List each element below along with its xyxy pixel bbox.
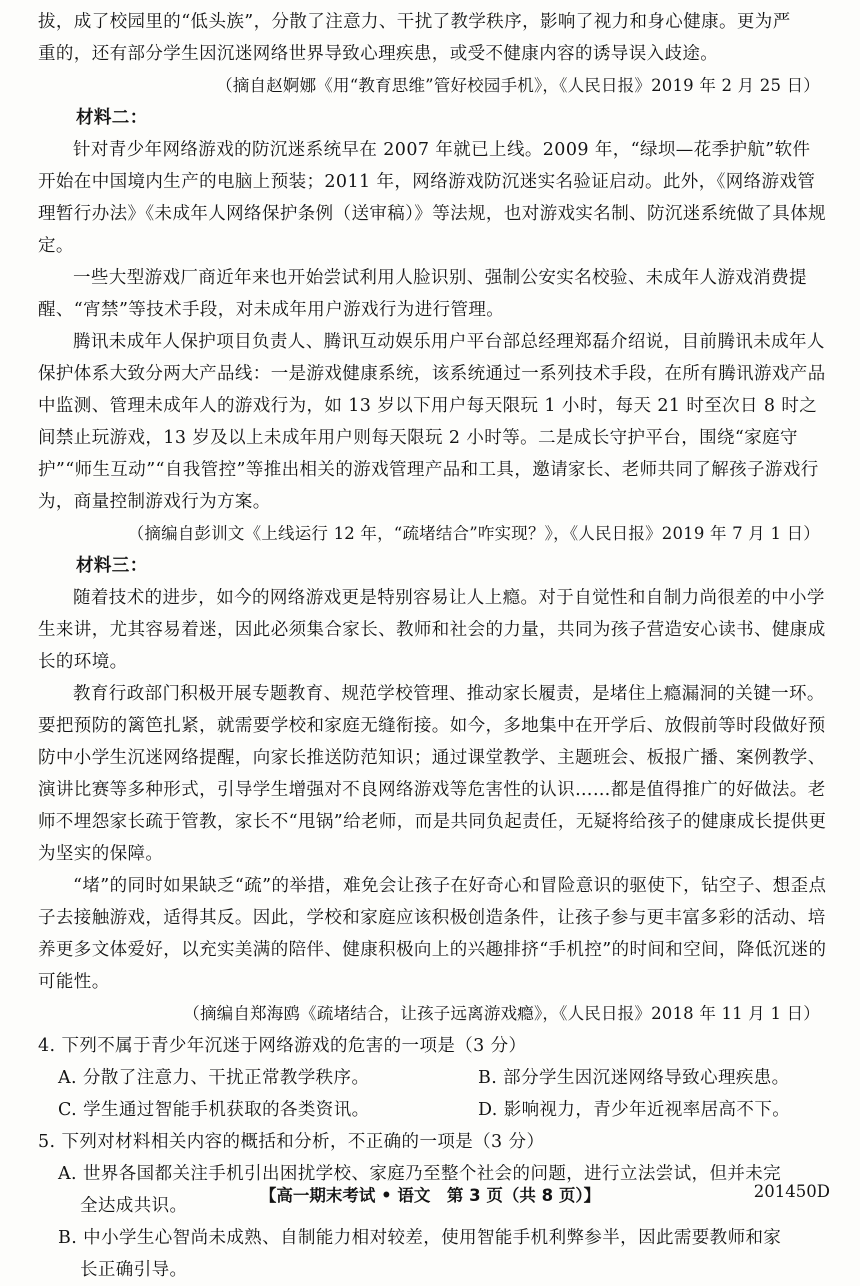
question-5-option-b-line-2: 长正确引导。 [80,1260,188,1280]
question-4-options-row-1 [38,1062,828,1094]
material-3-paragraph: 教育行政部门积极开展专题教育、规范学校管理、推动家长履责，是堵住上瘾漏洞的关键一环。要把预防的篱笆扎紧，就需要学校和家庭无缝衔接。如今，多地集中在开学后、放假前等时段做好预防中小学生沉迷网络提醒，向家长推送防范知识；通过课堂教学、主题班会、板报广播、案例教学、演讲比赛等多种形式，引导学生增强对不良网络游戏等危害性的认识……都是值得推广的好做法。老师不埋怨家长疏于管教，家长不“甩锅”给老师，而是共同负起责任，无疑将给孩子的健康成长提供更为坚实的保障。 [38,684,827,864]
question-5-option-b[interactable] [38,1222,828,1286]
material-2-paragraph: 腾讯未成年人保护项目负责人、腾讯互动娱乐用户平台部总经理郑磊介绍说，目前腾讯未成年人保护体系大致分两大产品线：一是游戏健康系统，该系统通过一系列技术手段，在所有腾讯游戏产品中监测、管理未成年人的游戏行为，如 13 岁以下用户每天限玩 1 小时，每天 21 时至次日 8 时之间禁止玩游戏，13 岁及以上未成年用户则每天限玩 2 小时等。二是成长守护平台，围绕“家庭守护”“师生互动”“自我管控”等推出相关的游戏管理产品和工具，邀请家长、老师共同了解孩子游戏行为，商量控制游戏行为方案。 [38,332,826,512]
question-4-option-c[interactable]: C. 学生通过智能手机获取的各类资讯。 [58,1100,370,1120]
footer-page-info: 【高一期末考试 • 语文 第 3 页（共 8 页）】 [259,1186,601,1205]
source-citation-3: （摘编自郑海鸥《疏堵结合，让孩子远离游戏瘾》，《人民日报》2018 年 11 月 1 日） [183,1004,820,1023]
question-5-option-a-line-1: A. 世界各国都关注手机引出困扰学校、家庭乃至整个社会的问题，进行立法尝试，但并未完 [58,1164,782,1184]
material-2-heading: 材料二： [76,108,148,128]
continuation-line-2: 重的，还有部分学生因沉迷网络世界导致心理疾患，或受不健康内容的诱导误入歧途。 [38,44,719,64]
question-4-option-d[interactable]: D. 影响视力，青少年近视率居高不下。 [478,1100,791,1120]
source-citation-1: （摘自赵婀娜《用“教育思维”管好校园手机》，《人民日报》2019 年 2 月 25 日） [216,76,820,95]
question-5-option-a-line-2: 全达成共识。 [80,1196,188,1216]
question-4-options-row-2 [38,1094,828,1126]
material-2-paragraph: 针对青少年网络游戏的防沉迷系统早在 2007 年就已上线。2009 年，“绿坝—花季护航”软件开始在中国境内生产的电脑上预装；2011 年，网络游戏防沉迷实名验证启动。此外，《网络游戏管理暂行办法》《未成年人网络保护条例（送审稿）》等法规，也对游戏实名制、防沉迷系统做了具体规定。 [38,140,826,256]
material-3-paragraph: “堵”的同时如果缺乏“疏”的举措，难免会让孩子在好奇心和冒险意识的驱使下，钻空子、想歪点子去接触游戏，适得其反。因此，学校和家庭应该积极创造条件，让孩子参与更丰富多彩的活动、培养更多文体爱好，以充实美满的陪伴、健康积极向上的兴趣排挤“手机控”的时间和空间，降低沉迷的可能性。 [38,876,827,992]
question-5-option-b-line-1: B. 中小学生心智尚未成熟、自制能力相对较差，使用智能手机利弊参半，因此需要教师和家 [58,1228,782,1248]
footer-exam-code: 201450D [753,1182,830,1201]
question-5-stem: 5. 下列对材料相关内容的概括和分析，不正确的一项是（3 分） [38,1132,545,1152]
question-4-stem: 4. 下列不属于青少年沉迷于网络游戏的危害的一项是（3 分） [38,1036,527,1056]
continuation-line-1: 拔，成了校园里的“低头族”，分散了注意力、干扰了教学秩序，影响了视力和身心健康。更为严 [38,12,791,32]
material-2-paragraph: 一些大型游戏厂商近年来也开始尝试利用人脸识别、强制公安实名校验、未成年人游戏消费提醒、“宵禁”等技术手段，对未成年用户游戏行为进行管理。 [38,268,807,320]
source-citation-2: （摘编自彭训文《上线运行 12 年，“疏堵结合”咋实现？》，《人民日报》2019 年 7 月 1 日） [127,524,820,543]
question-4-option-a[interactable]: A. 分散了注意力、干扰正常教学秩序。 [58,1068,370,1088]
material-3-paragraph: 随着技术的进步，如今的网络游戏更是特别容易让人上瘾。对于自觉性和自制力尚很差的中小学生来讲，尤其容易着迷，因此必须集合家长、教师和社会的力量，共同为孩子营造安心读书、健康成长的环境。 [38,588,826,672]
page-content [38,6,828,1286]
question-4-option-b[interactable]: B. 部分学生因沉迷网络导致心理疾患。 [478,1068,790,1088]
material-3-heading: 材料三： [76,556,148,576]
